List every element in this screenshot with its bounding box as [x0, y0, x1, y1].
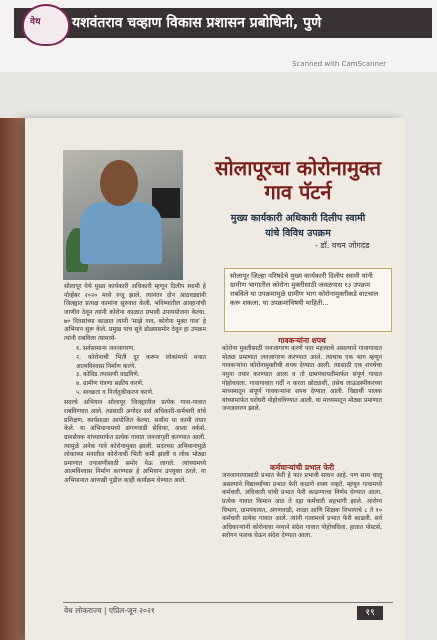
headline-line-2: गाव पॅटर्न	[264, 180, 332, 204]
subheadline-line-1: मुख्य कार्यकारी अधिकारी दिलीप स्वामी	[230, 213, 366, 224]
objectives-list	[64, 345, 206, 397]
scanner-note: Scanned with CamScanner	[292, 60, 387, 68]
section-body-oath: कोरोना मुक्तीसाठी जनजागरण करणे फार महत्त्वाचे असल्याने गावागावात मोठ्या प्रमाणात जनजागरण करण्यात आले. त्याचाच एक भाग म्हणून गावकऱ्यांना कोरोनामुक्तीची शपथ देण्यात आली. त्यासाठी एक शपथेचा नमुना तयार करण्यात आला व तो ग्रामपंचायतीमार्फत संपूर्ण गावात पोहोचवला. गावागावात गर्दी न करता छोट्याशी, तसेच लाऊडस्पीकरच्या माध्यमातून संपूर्ण गावकऱ्यांना शपथ देण्यात आली. विद्यार्थी पालक यांच्यामार्फत घरोघरी पोहोचविण्यात आली. या माध्यमातून मोठ्या प्रमाणात जनजागरण झाले.	[222, 345, 382, 413]
photo-person-body	[80, 202, 162, 264]
page-number: १९	[357, 606, 383, 620]
list-item: ५. स्वच्छता व निर्जंतुकीकरण करणे.	[76, 388, 154, 396]
photo-person-head	[100, 160, 138, 206]
headline-line-1: सोलापूरचा कोरोनामुक्त	[214, 156, 382, 180]
author-byline: - डॉ. वचन जोगदंड	[315, 241, 370, 250]
section-body-rally: जनजागरणासाठी प्रभात फेरी हे फार प्रभावी साधन आहे. पण साथ चालू असल्याने विद्यार्थ्यांच्या प्रभात फेरी काढणे शक्य नव्हते. म्हणून गावामध्ये कर्मचारी, अधिकारी यांची प्रभात फेरी काढण्याचा निर्णय घेण्यात आला. प्रत्येक गावात किमान आठ ते दहा कर्मचारी सहभागी झाले. आरोग्य विभाग, ग्रामपंचायत, अंगणवाडी, शाळा आणि शिक्षक विभागाचे ८ ते १० कर्मचारी प्रत्येक गावात आले. त्यांनी गावामध्ये प्रभात फेरी काढली. सर्व अधिकाऱ्यांनी कोरोनाचा नव्याने संदेश गावात पोहोचविला. हातात पोस्टर्स, स्लोगन फलक घेऊन संदेश देण्यात आला.	[222, 472, 382, 540]
banner-title: यशवंतराव चव्हाण विकास प्रशासन प्रबोधिनी, पुणे	[72, 15, 322, 31]
section-heading-oath: गावकऱ्यांना शपथ	[278, 336, 326, 345]
left-body: सदरचे अभियान सोलापूर जिल्ह्यातील प्रत्येक गावा-गावात राबविण्यात आले. त्यासाठी अगोदर सर्व अधिकारी-कर्मचारी यांचे प्रशिक्षण, कार्यशाळा आयोजित केल्या. सर्वांना या कामी तयार केले. या अभियानामध्ये अंगणवाडी सेविका, आशा वर्कर्स, ग्रामसेवक यांच्यामार्फत प्रत्येक गावात जनजागृती करण्यात आली. त्यामुळे अनेक गावे कोरोनामुक्त झाली. सदरच्या अभियानामुळे लोकांच्या मनातील कोरोनाची भिती कमी झाली व लोक मोठ्या प्रमाणात तपासणीसाठी समोर येऊ लागले. त्यांच्यामध्ये आत्मविश्वास निर्माण करण्यास हे अभियान उपयुक्त ठरले. या अभियानात आणखी पुढील काही कार्यक्रम घेण्यात आले.	[64, 399, 206, 485]
footer-divider	[63, 602, 393, 603]
list-item: ४. ग्रामीण यंत्रणा सक्रीय करणे.	[76, 380, 144, 388]
callout-text: सोलापूर जिल्हा परिषदेचे मुख्य कार्यकारी दिलीप स्वामी यांनी ग्रामीण भागातील कोरोना मुक्तीसाठी जवळपास १३ उपक्रम राबविले या उपक्रमामुळे ग्रामीण भाग कोरोनामुक्तीकडे वाटचाल करू शकला. या उपक्रमांविषयी माहिती...	[230, 272, 379, 308]
list-item: २. कोरोनाची भिती दूर करून लोकांमध्ये मनात आत्मविश्वास निर्माण करणे.	[76, 354, 206, 370]
list-item: ३. कोविड तपासणी वाढविणे.	[76, 371, 140, 379]
left-intro: सोलापूर येथे मुख्य कार्यकारी अधिकारी म्हणून दिलीप स्वामी हे नोव्हेंबर २०२० मध्ये रुजू झाले. त्यानंतर दोन आठवड्यांनी जिल्ह्यात प्रत्यक्ष कामांना सुरुवात केली. भविष्यातील आव्हानांची जाणीव ठेवून त्यांनी कोरोना काळात प्रभावी उपाययोजना केल्या. ७० दिवसांच्या काळात त्यांनी 'माझे गाव, कोरोना मुक्त गाव' हे अभियान सुरू केले. प्रमुख पाच सूत्रे डोळ्यासमोर ठेवून हा उपक्रम त्यांनी राबविला त्यामध्ये-	[64, 283, 206, 342]
footer-publication: वेध लोकराज्य | एप्रिल-जून २०२१	[64, 606, 155, 615]
section-heading-rally: कर्मचाऱ्यांची प्रभात फेरी	[269, 463, 335, 472]
left-column	[64, 283, 206, 486]
logo-text: वेध	[30, 17, 41, 27]
list-item: १. सर्वसामान्य जनजागरण.	[76, 345, 136, 353]
subheadline-line-2: यांचे विविध उपक्रम	[265, 228, 331, 239]
